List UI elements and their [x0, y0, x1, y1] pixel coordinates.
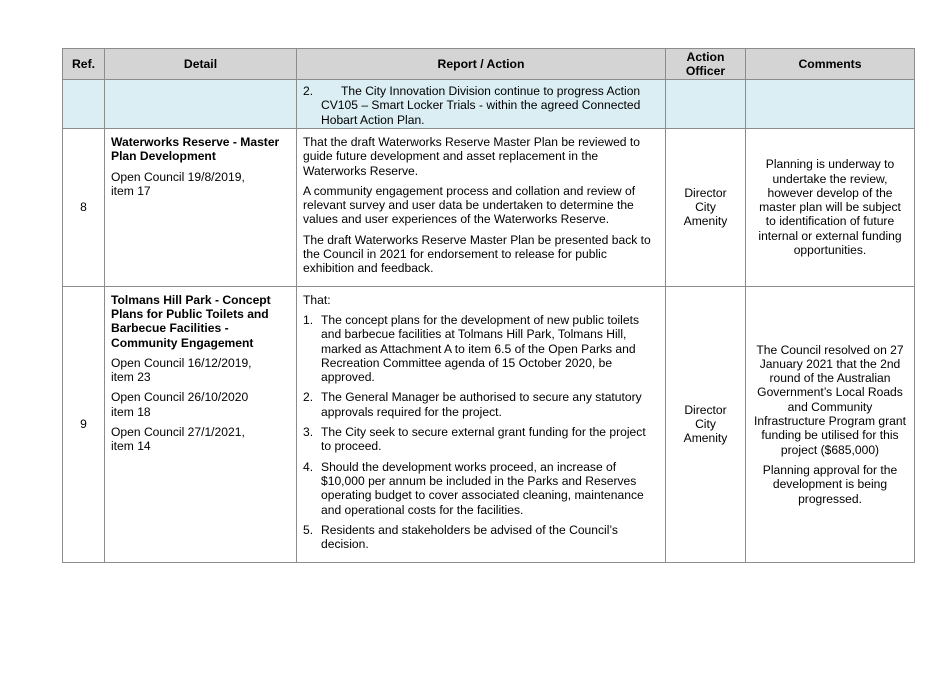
row8-title: Waterworks Reserve - Master Plan Development	[111, 135, 280, 164]
continued-row	[63, 80, 915, 129]
row9-meeting-2: Open Council 26/10/2020 item 18	[111, 390, 249, 419]
table-row-8	[63, 129, 915, 287]
cont-item-text: The City Innovation Division continue to progress Action CV105 – Smart Locker Trials - within the agreed Connected Hobart Action Plan.	[321, 84, 641, 127]
row9-item-5-number: 5.	[303, 522, 314, 537]
row8-report-cell	[297, 129, 666, 287]
row8-paragraph-3: The draft Waterworks Reserve Master Plan be presented back to the Council in 2021 for endorsement to release for public exhibition and feedback.	[303, 232, 651, 276]
row9-item-3-text: The City seek to secure external grant funding for the project to proceed.	[321, 425, 646, 454]
row9-comments-cell	[746, 286, 915, 562]
row8-meeting: Open Council 19/8/2019, item 17	[111, 169, 245, 198]
row9-item-3	[303, 425, 659, 454]
cont-detail-cell	[105, 80, 297, 129]
row9-item-3-number: 3.	[303, 425, 314, 440]
cont-report-cell	[297, 80, 666, 129]
row8-paragraph-2: A community engagement process and collation and review of relevant survey and user data be undertaken to determine the values and user experiences of the Waterworks Reserve.	[303, 183, 636, 227]
header-officer: Action Officer	[666, 49, 746, 80]
row9-comment-2: Planning approval for the development is being progressed.	[762, 462, 898, 506]
row9-intro: That:	[303, 292, 331, 307]
row9-item-5-text: Residents and stakeholders be advised of the Council’s decision.	[321, 522, 618, 552]
row9-item-1-text: The concept plans for the development of new public toilets and barbecue facilities at Tolmans Hill Park, Tolmans Hill, marked as Attachment A to item 6.5 of the Open Parks and Recreation Committee agenda of 15 October 2020, be approved.	[321, 312, 639, 385]
cont-item	[303, 84, 659, 127]
row9-item-2-number: 2.	[303, 390, 314, 405]
row9-item-1	[303, 313, 659, 384]
action-table	[62, 48, 915, 563]
cont-officer-cell	[666, 80, 746, 129]
row9-item-4	[303, 460, 659, 517]
row9-item-2	[303, 390, 659, 419]
row9-meeting-3: Open Council 27/1/2021, item 14	[111, 425, 245, 454]
row8-detail-cell	[105, 129, 297, 287]
row8-paragraph-1: That the draft Waterworks Reserve Master Plan be reviewed to guide future development and asset replacement in the Waterworks Reserve.	[303, 135, 640, 178]
header-comments: Comments	[746, 49, 915, 80]
header-report: Report / Action	[297, 49, 666, 80]
row9-item-5	[303, 523, 659, 552]
row8-ref: 8	[63, 129, 105, 287]
row9-item-1-number: 1.	[303, 312, 314, 327]
row8-comments-cell	[746, 129, 915, 287]
cont-ref-cell	[63, 80, 105, 129]
header-detail: Detail	[105, 49, 297, 80]
row9-ref: 9	[63, 286, 105, 562]
row9-item-2-text: The General Manager be authorised to secure any statutory approvals required for the project.	[321, 390, 642, 419]
row9-meeting-1: Open Council 16/12/2019, item 23	[111, 355, 252, 385]
cont-item-number: 2.	[303, 84, 314, 98]
row9-officer-text: Director City Amenity	[683, 402, 728, 446]
cont-comments-cell	[746, 80, 915, 129]
row9-officer	[666, 286, 746, 562]
row8-officer	[666, 129, 746, 287]
row9-item-4-text: Should the development works proceed, an increase of $10,000 per annum be included in the Parks and Reserves operating budget to cover associated cleaning, maintenance and operational costs for the facilities.	[321, 459, 644, 517]
row9-comment-1: The Council resolved on 27 January 2021 that the 2nd round of the Australian Government’s Local Roads and Community Infrastructure Program grant funding be utilised for this project ($685,000)	[754, 342, 906, 457]
row9-report-cell	[297, 286, 666, 562]
row9-detail-cell	[105, 286, 297, 562]
row9-item-4-number: 4.	[303, 459, 314, 474]
row9-title: Tolmans Hill Park - Concept Plans for Public Toilets and Barbecue Facilities - Community Engagement	[111, 292, 271, 350]
header-ref: Ref.	[63, 49, 105, 80]
header-row	[63, 49, 915, 80]
table-row-9	[63, 286, 915, 562]
row8-officer-text: Director City Amenity	[683, 185, 728, 229]
row8-comment: Planning is underway to undertake the review, however develop of the master plan will be subject to identification of future internal or external funding opportunities.	[758, 157, 902, 258]
